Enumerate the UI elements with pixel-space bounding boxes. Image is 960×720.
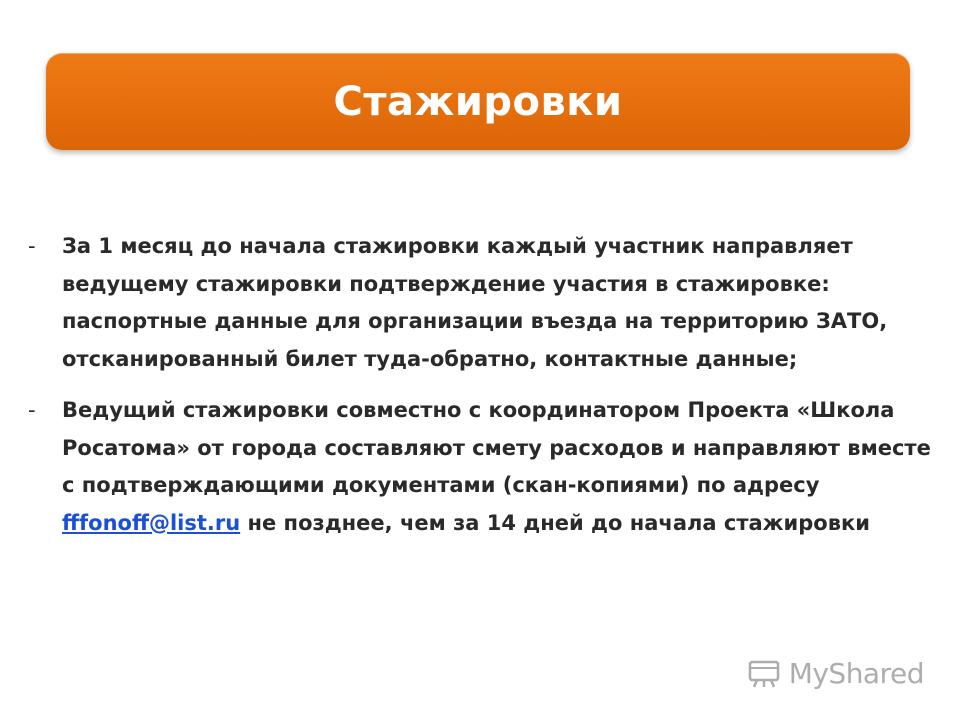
bullet-item-budget: [28, 392, 933, 542]
slide-title: Стажировки: [333, 78, 623, 125]
bullet-text-before-link: Ведущий стажировки совместно с координатором Проекта «Школа Росатома» от города составляют смету расходов и направляют вместе с подтверждающими документами (скан-копиями) по адресу: [62, 398, 931, 497]
watermark-text: MyShared: [788, 657, 924, 690]
bullet-item-registration: [28, 228, 933, 378]
slide-content: [28, 228, 933, 556]
bullet-text-after-link: не позднее, чем за 14 дней до начала стажировки: [240, 510, 870, 535]
bullet-text: За 1 месяц до начала стажировки каждый участник направляет ведущему стажировки подтверждение участия в стажировке: паспортные данные для организации въезда на территорию ЗАТО, отсканированный билет туда-обратно, контактные данные;: [62, 234, 888, 371]
bullet-marker: -: [28, 398, 36, 422]
bullet-marker: -: [28, 234, 36, 258]
bullet-list: [28, 228, 933, 542]
chalkboard-icon: [747, 659, 781, 689]
email-link[interactable]: fffonoff@list.ru: [62, 510, 241, 535]
title-banner: [46, 53, 910, 150]
myshared-watermark: [747, 657, 924, 690]
